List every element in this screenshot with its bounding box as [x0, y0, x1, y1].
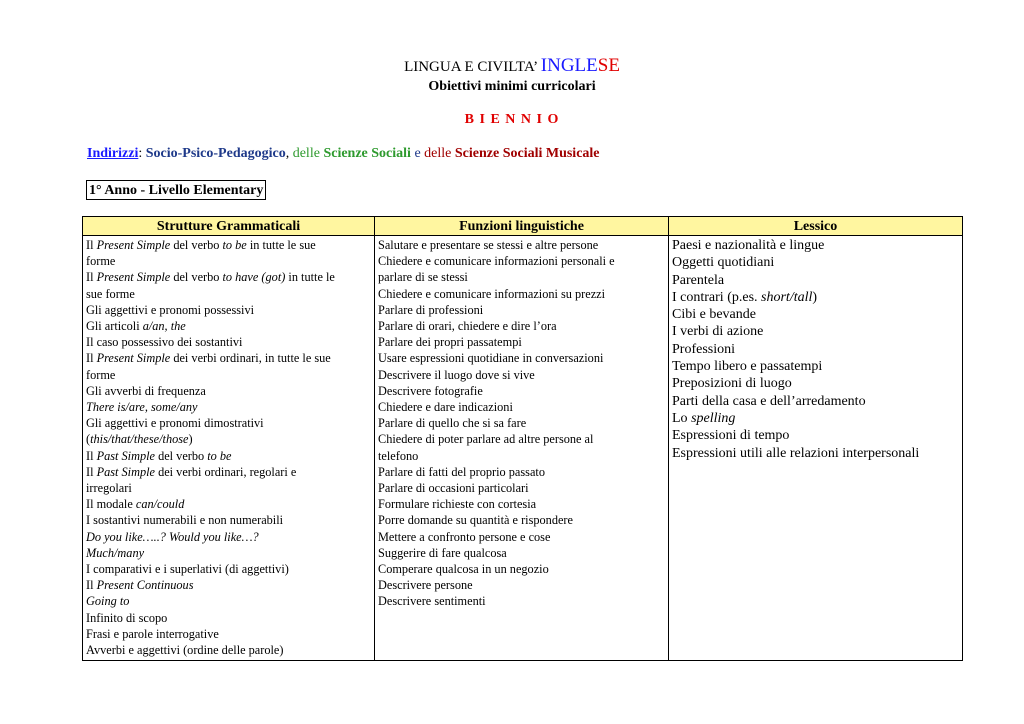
strutture-item	[86, 383, 370, 399]
strutture-item-text: Il	[86, 464, 97, 479]
indirizzi-delle-1: delle	[292, 146, 324, 161]
strutture-item-text: del verbo	[170, 270, 223, 285]
strutture-item-text: forme	[86, 367, 116, 382]
lessico-item-text: Oggetti quotidiani	[672, 255, 775, 271]
strutture-item-text: Much/many	[86, 545, 145, 560]
lessico-item	[672, 323, 958, 340]
strutture-item-text: Gli aggettivi e pronomi possessivi	[86, 302, 255, 317]
header-strutture: Strutture Grammaticali	[83, 217, 375, 236]
strutture-item	[86, 334, 370, 350]
indirizzi-e: e	[410, 146, 425, 161]
strutture-item	[86, 415, 370, 431]
strutture-item-text: (	[86, 432, 91, 447]
strutture-item-text: )	[188, 432, 193, 447]
strutture-item-text: dei verbi ordinari, in tutte le sue	[170, 351, 331, 366]
strutture-item-text: irregolari	[86, 481, 132, 496]
lessico-item	[672, 341, 958, 358]
funzioni-item: Formulare richieste con cortesia	[378, 497, 537, 512]
strutture-item	[86, 626, 370, 642]
lessico-item-text: Paesi e nazionalità e lingue	[672, 238, 825, 253]
lessico-item	[672, 375, 958, 392]
strutture-item-text: Avverbi e aggettivi (ordine delle parole)	[86, 643, 284, 658]
lessico-item	[672, 306, 958, 323]
strutture-item-text: to be	[222, 238, 247, 252]
lessico-item-text: Professioni	[672, 341, 735, 357]
document-subtitle: Obiettivi minimi curricolari	[428, 79, 596, 94]
strutture-item-text: Gli aggettivi e pronomi dimostrativi	[86, 416, 264, 431]
indirizzi-line	[87, 146, 600, 162]
funzioni-item: Mettere a confronto persone e cose	[378, 529, 551, 544]
strutture-item	[86, 431, 370, 447]
funzioni-item: Descrivere persone	[378, 578, 473, 593]
lessico-item	[672, 237, 958, 254]
strutture-item	[86, 593, 370, 609]
strutture-item	[86, 448, 370, 464]
strutture-item-text: I sostantivi numerabili e non numerabili	[86, 513, 284, 528]
funzioni-cell	[375, 236, 669, 661]
funzioni-item: Porre domande su quantità e rispondere	[378, 513, 573, 528]
strutture-item	[86, 577, 370, 593]
strutture-item	[86, 545, 370, 561]
header-funzioni: Funzioni linguistiche	[375, 217, 669, 236]
strutture-item	[86, 318, 370, 334]
strutture-item-text: Il caso possessivo dei sostantivi	[86, 335, 243, 350]
lessico-item-text: Cibi e bevande	[672, 307, 756, 323]
funzioni-item: Parlare di fatti del proprio passato	[378, 464, 545, 479]
strutture-item	[86, 642, 370, 658]
funzioni-item: Suggerire di fare qualcosa	[378, 545, 507, 560]
strutture-item-text: a/an, the	[142, 319, 186, 334]
strutture-item-text: forme	[86, 254, 116, 269]
strutture-item-text: Frasi e parole interrogative	[86, 626, 219, 641]
strutture-item	[86, 367, 370, 383]
strutture-item-text: in tutte le sue	[246, 238, 316, 252]
lessico-item-text: Tempo libero e passatempi	[672, 359, 823, 375]
strutture-item	[86, 464, 370, 480]
strutture-item	[86, 269, 370, 285]
document-title	[0, 56, 1024, 77]
strutture-item	[86, 350, 370, 366]
funzioni-item: Parlare di orari, chiedere e dire l’ora	[378, 319, 557, 334]
funzioni-item: Parlare di quello che si sa fare	[378, 416, 527, 431]
lessico-item-text: I verbi di azione	[672, 324, 764, 340]
strutture-item	[86, 512, 370, 528]
anno-livello-heading: 1° Anno - Livello Elementary	[86, 180, 266, 200]
strutture-item-text: this/that/these/those	[90, 432, 189, 447]
funzioni-item: Parlare di professioni	[378, 302, 484, 317]
table-row	[83, 236, 963, 661]
funzioni-item: Chiedere e dare indicazioni	[378, 400, 513, 415]
strutture-item	[86, 286, 370, 302]
strutture-item-text: Il	[86, 448, 97, 463]
funzioni-item: Comperare qualcosa in un negozio	[378, 562, 549, 577]
funzioni-item: parlare di se stessi	[378, 270, 468, 285]
strutture-item	[86, 237, 370, 253]
lessico-item	[672, 272, 958, 289]
funzioni-item: Descrivere sentimenti	[378, 594, 486, 609]
strutture-item-text: Present Simple	[96, 238, 171, 252]
title-ingle: INGLE	[540, 55, 598, 76]
strutture-item	[86, 496, 370, 512]
strutture-item-text: Gli articoli	[86, 319, 143, 334]
indirizzo-scienze-sociali: Scienze Sociali	[323, 146, 411, 161]
strutture-item-text: sue forme	[86, 286, 135, 301]
indirizzi-delle-2: delle	[424, 146, 455, 161]
strutture-item-text: del verbo	[170, 238, 223, 252]
lessico-item-text: Parti della casa e dell’arredamento	[672, 393, 866, 409]
strutture-item-text: can/could	[135, 497, 185, 512]
lessico-item	[672, 445, 958, 462]
lessico-item-text: spelling	[691, 410, 736, 426]
strutture-cell	[83, 236, 375, 661]
strutture-item-text: del verbo	[155, 448, 208, 463]
strutture-item-text: Present Simple	[96, 351, 171, 366]
strutture-item	[86, 561, 370, 577]
strutture-item	[86, 302, 370, 318]
strutture-item-text: Il	[86, 270, 97, 285]
strutture-item	[86, 610, 370, 626]
title-prefix: LINGUA E CIVILTA’	[404, 59, 538, 75]
lessico-item	[672, 254, 958, 271]
lessico-item	[672, 427, 958, 444]
lessico-item	[672, 393, 958, 410]
strutture-item	[86, 253, 370, 269]
funzioni-item: Chiedere e comunicare informazioni personali e	[378, 254, 615, 269]
lessico-item	[672, 358, 958, 375]
strutture-item-text: Present Simple	[96, 270, 171, 285]
strutture-item	[86, 480, 370, 496]
strutture-item-text: Do you like…..? Would you like…?	[86, 529, 259, 544]
funzioni-item: Chiedere di poter parlare ad altre persone al	[378, 432, 594, 447]
strutture-item-text: Il modale	[86, 497, 136, 512]
strutture-item-text: I comparativi e i superlativi (di aggettivi)	[86, 562, 289, 577]
lessico-item-text: Espressioni di tempo	[672, 428, 790, 444]
strutture-item-text: in tutte le	[285, 270, 335, 285]
strutture-item-text: dei verbi ordinari, regolari e	[155, 464, 297, 479]
funzioni-item: Descrivere il luogo dove si vive	[378, 367, 535, 382]
indirizzo-socio-psico: Socio-Psico-Pedagogico	[145, 146, 286, 161]
strutture-item-text: Infinito di scopo	[86, 610, 168, 625]
obiettivi-table	[82, 216, 963, 661]
lessico-item-text: )	[812, 289, 818, 305]
strutture-item	[86, 529, 370, 545]
funzioni-item: Descrivere fotografie	[378, 383, 483, 398]
strutture-item-text: Il	[86, 578, 97, 593]
lessico-item	[672, 289, 958, 306]
lessico-item-text: Espressioni utili alle relazioni interpersonali	[672, 445, 920, 461]
indirizzo-scienze-sociali-musicale: Scienze Sociali Musicale	[454, 146, 600, 161]
lessico-item-text: Preposizioni di luogo	[672, 376, 792, 392]
lessico-item-text: Lo	[672, 410, 692, 426]
funzioni-item: Chiedere e comunicare informazioni su prezzi	[378, 286, 606, 301]
strutture-item-text: Going to	[86, 594, 130, 609]
funzioni-item: telefono	[378, 448, 419, 463]
indirizzi-colon: :	[138, 146, 146, 161]
header-lessico: Lessico	[669, 217, 963, 236]
lessico-item-text: short/tall	[761, 289, 813, 305]
table-header-row	[83, 217, 963, 236]
lessico-cell	[669, 236, 963, 661]
strutture-item-text: Gli avverbi di frequenza	[86, 383, 206, 398]
strutture-item-text: to be	[207, 448, 232, 463]
indirizzi-comma: ,	[285, 146, 293, 161]
strutture-item-text: Past Simple	[96, 464, 155, 479]
title-se: SE	[597, 55, 620, 76]
funzioni-item: Salutare e presentare se stessi e altre persone	[378, 238, 599, 252]
strutture-item-text: Past Simple	[96, 448, 155, 463]
strutture-item-text: to have (got)	[222, 270, 286, 285]
funzioni-item: Parlare dei propri passatempi	[378, 335, 522, 350]
funzioni-item: Usare espressioni quotidiane in conversazioni	[378, 351, 604, 366]
strutture-item	[86, 399, 370, 415]
indirizzi-label: Indirizzi	[87, 146, 139, 161]
strutture-item-text: There is/are, some/any	[86, 400, 198, 415]
strutture-item-text: Present Continuous	[96, 578, 194, 593]
funzioni-item: Parlare di occasioni particolari	[378, 481, 529, 496]
lessico-item	[672, 410, 958, 427]
lessico-item-text: I contrari (p.es.	[672, 289, 762, 305]
lessico-item-text: Parentela	[672, 272, 725, 288]
biennio-heading: B I E N N I O	[464, 112, 560, 127]
strutture-item-text: Il	[86, 351, 97, 366]
strutture-item-text: Il	[86, 238, 97, 252]
